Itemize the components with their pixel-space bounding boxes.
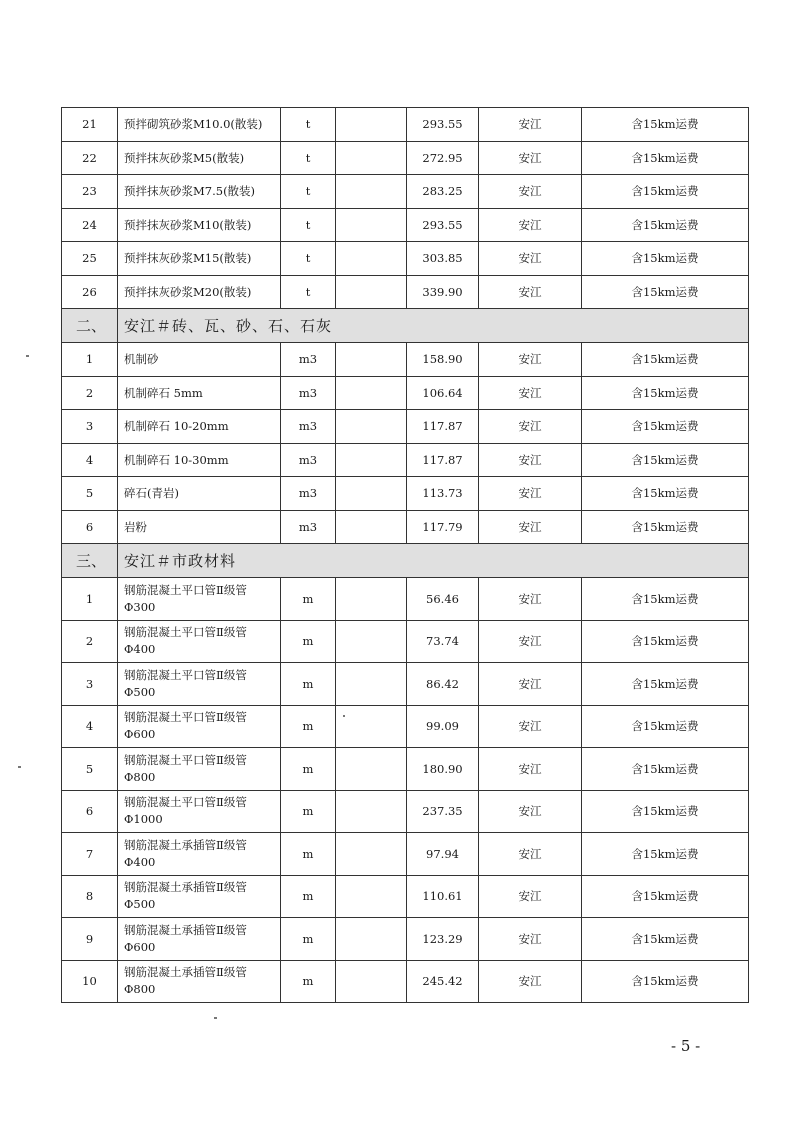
table-row [62,620,749,663]
spec-cell [336,108,407,142]
spec-cell [336,443,407,477]
remark: 含15km运费 [582,376,749,410]
location: 安江 [479,833,582,876]
spec-cell [336,578,407,621]
unit: m [281,578,336,621]
row-number: 1 [62,343,118,377]
table-row [62,875,749,918]
location: 安江 [479,748,582,791]
unit: m3 [281,410,336,444]
remark: 含15km运费 [582,960,749,1003]
material-name: 机制碎石 10-20mm [118,410,281,444]
location: 安江 [479,443,582,477]
remark: 含15km运费 [582,918,749,961]
table-row [62,960,749,1003]
price: 272.95 [407,141,479,175]
spec-cell [336,663,407,706]
section-header-row [62,309,749,343]
material-name: 钢筋混凝土承插管Ⅱ级管Φ500 [118,875,281,918]
material-name: 机制砂 [118,343,281,377]
table-row [62,790,749,833]
location: 安江 [479,477,582,511]
remark: 含15km运费 [582,705,749,748]
row-number: 25 [62,242,118,276]
spec-cell [336,790,407,833]
remark: 含15km运费 [582,343,749,377]
spec-cell [336,833,407,876]
scan-speck [18,766,21,768]
row-number: 26 [62,275,118,309]
remark: 含15km运费 [582,242,749,276]
row-number: 8 [62,875,118,918]
price: 97.94 [407,833,479,876]
unit: t [281,208,336,242]
table-row [62,663,749,706]
section-number: 三、 [62,544,118,578]
location: 安江 [479,960,582,1003]
material-name: 预拌抹灰砂浆M5(散装) [118,141,281,175]
location: 安江 [479,410,582,444]
unit: m3 [281,343,336,377]
material-name: 钢筋混凝土平口管Ⅱ级管Φ300 [118,578,281,621]
location: 安江 [479,578,582,621]
location: 安江 [479,242,582,276]
table-row [62,705,749,748]
location: 安江 [479,108,582,142]
row-number: 23 [62,175,118,209]
section-title: 安江＃市政材料 [118,544,749,578]
unit: t [281,175,336,209]
material-name: 预拌抹灰砂浆M20(散装) [118,275,281,309]
remark: 含15km运费 [582,208,749,242]
remark: 含15km运费 [582,510,749,544]
location: 安江 [479,705,582,748]
spec-cell [336,208,407,242]
unit: m3 [281,510,336,544]
price: 245.42 [407,960,479,1003]
spec-cell [336,376,407,410]
table-row [62,477,749,511]
row-number: 6 [62,790,118,833]
price: 106.64 [407,376,479,410]
scan-speck [26,355,29,357]
price: 73.74 [407,620,479,663]
unit: m [281,918,336,961]
remark: 含15km运费 [582,443,749,477]
remark: 含15km运费 [582,410,749,444]
table-row [62,510,749,544]
row-number: 4 [62,705,118,748]
section-number: 二、 [62,309,118,343]
spec-cell [336,275,407,309]
table-row [62,208,749,242]
table-row [62,175,749,209]
material-name: 预拌砌筑砂浆M10.0(散装) [118,108,281,142]
material-name: 钢筋混凝土平口管Ⅱ级管Φ600 [118,705,281,748]
table-body [62,108,749,1003]
table-row [62,275,749,309]
material-name: 预拌抹灰砂浆M7.5(散装) [118,175,281,209]
location: 安江 [479,875,582,918]
location: 安江 [479,376,582,410]
table-row [62,918,749,961]
row-number: 2 [62,620,118,663]
price: 293.55 [407,108,479,142]
unit: m3 [281,443,336,477]
price: 283.25 [407,175,479,209]
material-name: 预拌抹灰砂浆M15(散装) [118,242,281,276]
row-number: 1 [62,578,118,621]
material-name: 机制碎石 10-30mm [118,443,281,477]
material-name: 钢筋混凝土承插管Ⅱ级管Φ400 [118,833,281,876]
price: 237.35 [407,790,479,833]
table-row [62,833,749,876]
location: 安江 [479,510,582,544]
material-name: 钢筋混凝土平口管Ⅱ级管Φ500 [118,663,281,706]
material-name: 岩粉 [118,510,281,544]
spec-cell [336,141,407,175]
location: 安江 [479,175,582,209]
price: 117.87 [407,443,479,477]
location: 安江 [479,343,582,377]
scan-speck [343,715,345,717]
material-name: 碎石(青岩) [118,477,281,511]
location: 安江 [479,918,582,961]
spec-cell [336,175,407,209]
location: 安江 [479,275,582,309]
row-number: 2 [62,376,118,410]
unit: m3 [281,376,336,410]
unit: m [281,748,336,791]
remark: 含15km运费 [582,790,749,833]
row-number: 24 [62,208,118,242]
row-number: 21 [62,108,118,142]
unit: m [281,790,336,833]
unit: m3 [281,477,336,511]
row-number: 5 [62,748,118,791]
price-table [61,107,749,1003]
unit: t [281,275,336,309]
remark: 含15km运费 [582,620,749,663]
price: 117.79 [407,510,479,544]
material-name: 预拌抹灰砂浆M10(散装) [118,208,281,242]
unit: m [281,875,336,918]
table-row [62,443,749,477]
location: 安江 [479,620,582,663]
table-row [62,578,749,621]
spec-cell [336,748,407,791]
remark: 含15km运费 [582,477,749,511]
row-number: 3 [62,663,118,706]
table-row [62,141,749,175]
table-row [62,242,749,276]
price: 113.73 [407,477,479,511]
row-number: 7 [62,833,118,876]
unit: m [281,663,336,706]
table-row [62,748,749,791]
spec-cell [336,960,407,1003]
location: 安江 [479,663,582,706]
spec-cell [336,875,407,918]
spec-cell [336,510,407,544]
remark: 含15km运费 [582,108,749,142]
spec-cell [336,918,407,961]
location: 安江 [479,790,582,833]
row-number: 6 [62,510,118,544]
price: 123.29 [407,918,479,961]
row-number: 3 [62,410,118,444]
table-row [62,410,749,444]
unit: t [281,108,336,142]
spec-cell [336,410,407,444]
price: 56.46 [407,578,479,621]
location: 安江 [479,141,582,175]
remark: 含15km运费 [582,663,749,706]
unit: m [281,960,336,1003]
remark: 含15km运费 [582,175,749,209]
price: 110.61 [407,875,479,918]
row-number: 9 [62,918,118,961]
material-name: 钢筋混凝土承插管Ⅱ级管Φ800 [118,960,281,1003]
spec-cell [336,705,407,748]
price: 99.09 [407,705,479,748]
material-name: 钢筋混凝土平口管Ⅱ级管Φ1000 [118,790,281,833]
unit: t [281,242,336,276]
table-row [62,108,749,142]
row-number: 10 [62,960,118,1003]
remark: 含15km运费 [582,833,749,876]
spec-cell [336,242,407,276]
unit: m [281,705,336,748]
section-header-row [62,544,749,578]
material-name: 钢筋混凝土平口管Ⅱ级管Φ400 [118,620,281,663]
scan-speck [214,1017,217,1019]
material-name: 钢筋混凝土承插管Ⅱ级管Φ600 [118,918,281,961]
price: 303.85 [407,242,479,276]
remark: 含15km运费 [582,275,749,309]
section-title: 安江＃砖、瓦、砂、石、石灰 [118,309,749,343]
unit: t [281,141,336,175]
price: 86.42 [407,663,479,706]
remark: 含15km运费 [582,578,749,621]
remark: 含15km运费 [582,875,749,918]
remark: 含15km运费 [582,748,749,791]
unit: m [281,833,336,876]
price: 339.90 [407,275,479,309]
price: 117.87 [407,410,479,444]
location: 安江 [479,208,582,242]
material-name: 机制碎石 5mm [118,376,281,410]
spec-cell [336,620,407,663]
table-row [62,376,749,410]
price: 293.55 [407,208,479,242]
material-name: 钢筋混凝土平口管Ⅱ级管Φ800 [118,748,281,791]
row-number: 4 [62,443,118,477]
table-row [62,343,749,377]
remark: 含15km运费 [582,141,749,175]
page-number: - 5 - [671,1037,701,1055]
spec-cell [336,477,407,511]
price: 180.90 [407,748,479,791]
row-number: 22 [62,141,118,175]
unit: m [281,620,336,663]
spec-cell [336,343,407,377]
row-number: 5 [62,477,118,511]
price: 158.90 [407,343,479,377]
